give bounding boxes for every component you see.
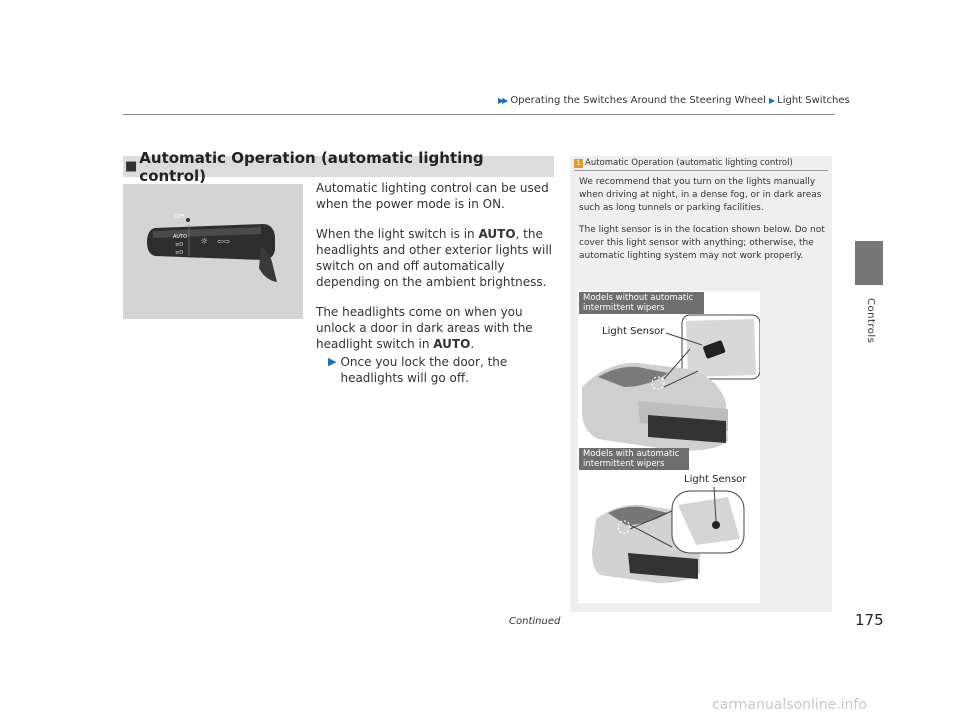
double-arrow-icon: ▶▶ <box>498 96 507 105</box>
page-number: 175 <box>855 611 884 629</box>
sidebar-paragraph-2: The light sensor is in the location shown below. Do not cover this light sensor with anything; otherwise, the automatic lighting system may not work properly. <box>579 225 825 261</box>
watermark-text: carmanualsonline.info <box>712 697 867 713</box>
reference-number-icon: 1 <box>574 159 583 168</box>
svg-text:≡D: ≡D <box>175 250 184 256</box>
svg-text:⇦⇨: ⇦⇨ <box>217 237 231 246</box>
note-text: Once you lock the door, the headlights will go off. <box>340 355 508 385</box>
arrow-icon: ▶ <box>768 96 774 105</box>
chapter-tab[interactable] <box>855 241 883 285</box>
note-lock-door <box>328 354 556 386</box>
light-sensor-label-2: Light Sensor <box>684 474 747 485</box>
paragraph-power-mode: Automatic lighting control can be used when the power mode is in ON. <box>316 181 549 211</box>
sidebar-text <box>579 176 827 272</box>
breadcrumb-section[interactable]: Operating the Switches Around the Steering Wheel <box>510 95 766 106</box>
paragraph-auto-mode: When the light switch is in AUTO, the headlights and other exterior lights will switch on and off automatically depending on the ambient brightness. <box>316 227 552 289</box>
header-divider <box>123 114 835 115</box>
chapter-tab-label[interactable]: Controls <box>865 298 876 344</box>
breadcrumb <box>498 95 850 106</box>
svg-text:≡D: ≡D <box>175 242 184 248</box>
light-sensor-illustration <box>578 291 760 603</box>
light-sensor-label-1: Light Sensor <box>602 326 665 337</box>
light-switch-illustration <box>123 184 303 319</box>
switch-off-label: OFF <box>175 214 185 220</box>
section-title: Automatic Operation (automatic lighting control) <box>139 148 484 185</box>
continued-label: Continued <box>509 616 561 627</box>
sidebar-heading <box>574 158 793 168</box>
sidebar-divider <box>574 170 828 171</box>
model-tag-without-auto-wipers: Models without automatic intermittent wipers <box>579 292 704 314</box>
switch-auto-label: AUTO <box>173 234 188 240</box>
svg-text:☼: ☼ <box>200 237 209 247</box>
breadcrumb-page[interactable]: Light Switches <box>777 95 850 106</box>
sidebar-paragraph-1: We recommend that you turn on the lights manually when driving at night, in a dense fog, or in dark areas such as long tunnels or parking facilities. <box>579 177 822 213</box>
triangle-bullet-icon: ▶ <box>328 355 337 368</box>
auto-keyword-2: AUTO <box>433 337 471 351</box>
light-switch-figure <box>123 184 303 319</box>
auto-keyword: AUTO <box>478 227 516 241</box>
car-diagram <box>578 291 760 603</box>
section-body <box>316 180 556 386</box>
sidebar-title[interactable]: Automatic Operation (automatic lighting control) <box>585 158 793 168</box>
paragraph-unlock: The headlights come on when you unlock a door in dark areas with the headlight switch in AUTO. <box>316 305 533 351</box>
square-bullet-icon: ■ <box>125 159 138 174</box>
model-tag-with-auto-wipers: Models with automatic intermittent wipers <box>579 448 689 470</box>
section-heading <box>123 148 554 185</box>
